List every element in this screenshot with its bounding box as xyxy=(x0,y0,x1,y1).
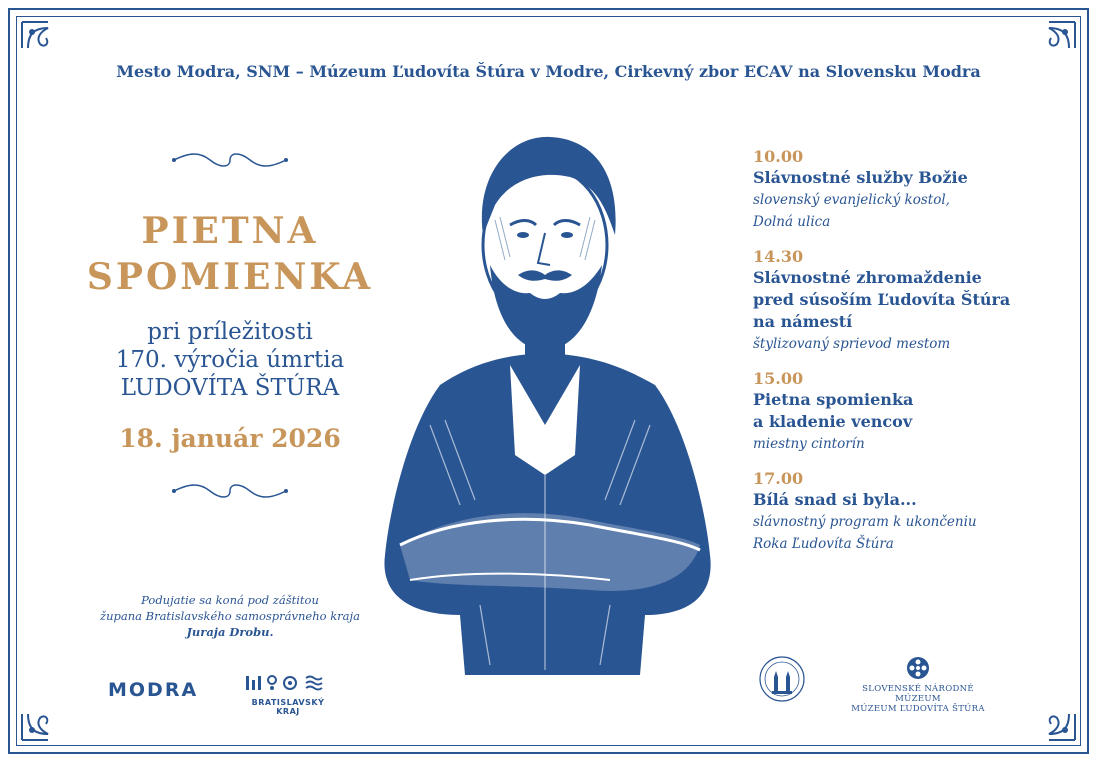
portrait-engraving xyxy=(370,125,720,675)
snm-label-1: SLOVENSKÉ NÁRODNÉ MÚZEUM xyxy=(862,684,974,704)
event-name: na námestí xyxy=(753,312,853,331)
patron-line-1: Podujatie sa koná pod záštitou xyxy=(141,593,319,607)
event-name: Slávnostné zhromaždenie xyxy=(753,268,982,287)
bsk-emblem-icon xyxy=(242,672,334,692)
schedule-item xyxy=(753,469,1053,555)
patron-line-2: župana Bratislavského samosprávneho kraja xyxy=(100,609,360,623)
event-name: a kladenie vencov xyxy=(753,412,913,431)
schedule-item xyxy=(753,247,1053,355)
event-time: 15.00 xyxy=(753,369,804,388)
title-column xyxy=(60,150,400,501)
ornamental-corner-icon xyxy=(1025,690,1079,744)
patron-name: Juraja Drobu. xyxy=(186,625,274,639)
event-name: Pietna spomienka xyxy=(753,390,914,409)
event-place: štylizovaný sprievod mestom xyxy=(753,336,951,352)
bsk-label: BRATISLAVSKÝ KRAJ xyxy=(251,698,325,716)
schedule-item xyxy=(753,369,1053,455)
subtitle-line-3: ĽUDOVÍTA ŠTÚRA xyxy=(120,375,340,401)
event-place: slovenský evanjelický kostol, xyxy=(753,192,950,208)
flourish-divider-icon xyxy=(170,150,290,170)
event-time: 17.00 xyxy=(753,469,804,488)
event-time: 10.00 xyxy=(753,147,804,166)
event-time: 14.30 xyxy=(753,247,804,266)
event-place: miestny cintorín xyxy=(753,436,865,452)
snm-label-2: MÚZEUM ĽUDOVÍTA ŠTÚRA xyxy=(851,704,985,714)
flourish-divider-icon xyxy=(170,481,290,501)
event-place: slávnostný program k ukončeniu xyxy=(753,514,977,530)
title-line-1: PIETNA xyxy=(141,210,319,252)
patronage-note xyxy=(70,592,390,640)
snm-emblem-icon xyxy=(906,656,930,680)
event-name: Slávnostné služby Božie xyxy=(753,168,968,187)
event-date: 18. január 2026 xyxy=(119,424,341,453)
snm-logo xyxy=(838,656,998,714)
church-seal-icon xyxy=(758,655,806,703)
title-line-2: SPOMIENKA xyxy=(86,256,374,298)
event-name: Bílá snad si byla... xyxy=(753,490,917,509)
subtitle-line-1: pri príležitosti xyxy=(147,319,313,345)
event-place: Dolná ulica xyxy=(753,214,831,230)
subtitle-line-2: 170. výročia úmrtia xyxy=(115,347,345,373)
event-title xyxy=(60,208,400,300)
event-schedule xyxy=(753,147,1053,569)
bsk-logo xyxy=(240,672,336,716)
ornamental-corner-icon xyxy=(18,690,72,744)
modra-logo: MODRA xyxy=(108,679,199,701)
schedule-item xyxy=(753,147,1053,233)
event-place: Roka Ľudovíta Štúra xyxy=(753,536,894,552)
occasion-subtitle xyxy=(60,318,400,402)
organizers-line: Mesto Modra, SNM – Múzeum Ľudovíta Štúra v Modre, Cirkevný zbor ECAV na Slovensku Modra xyxy=(116,62,981,81)
event-name: pred súsoším Ľudovíta Štúra xyxy=(753,290,1011,309)
